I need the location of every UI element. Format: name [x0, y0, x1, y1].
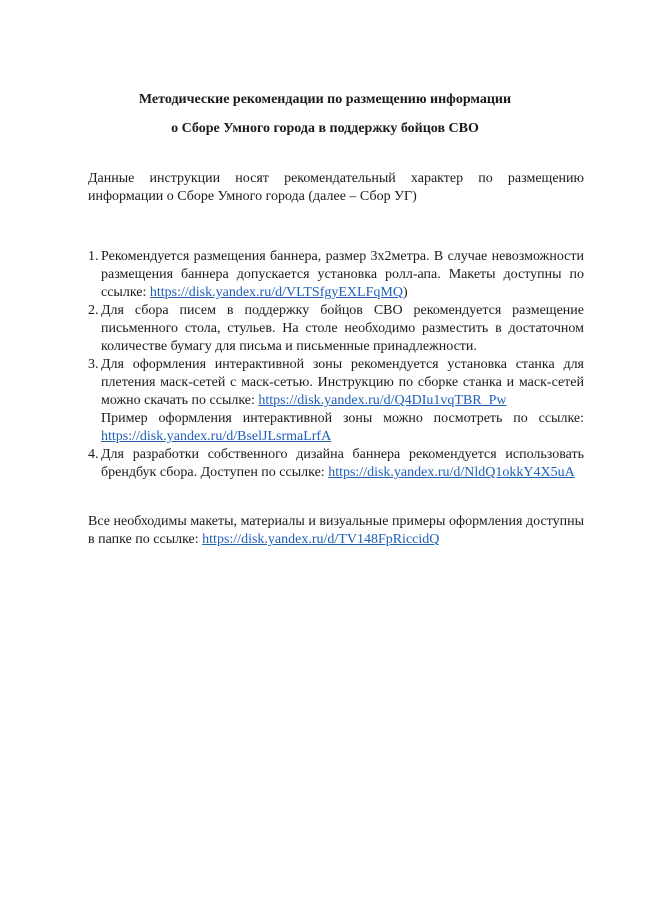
- list-item-2: [88, 302, 584, 356]
- list-item-tail: ): [402, 285, 408, 300]
- list-item-text: Для разработки собственного дизайна баннера рекомендуется использовать брендбук сбора. Доступен по ссылке:: [101, 447, 584, 480]
- interactive-zone-example-link[interactable]: https://disk.yandex.ru/d/BselJLsrmaLrfA: [101, 429, 332, 444]
- materials-folder-link[interactable]: https://disk.yandex.ru/d/TV148FpRiccidQ: [202, 532, 440, 547]
- document-title-line-2: о Сборе Умного города в поддержку бойцов СВО: [171, 121, 479, 136]
- list-number: 1.: [88, 249, 99, 264]
- list-number: 3.: [88, 357, 99, 372]
- list-item-text: Для сбора писем в поддержку бойцов СВО рекомендуется размещение письменного стола, стульев. На столе необходимо разместить в достаточном количестве бумагу для письма и письменные принадлежности.: [101, 303, 584, 354]
- brandbook-link[interactable]: https://disk.yandex.ru/d/NldQ1okkY4X5uA: [328, 465, 575, 480]
- intro-paragraph: Данные инструкции носят рекомендательный характер по размещению информации о Сборе Умного города (далее – Сбор УГ): [88, 171, 584, 204]
- list-item-4: [88, 446, 584, 482]
- recommendations-list: [88, 248, 584, 482]
- list-item-text: Для оформления интерактивной зоны рекомендуется установка станка для плетения маск-сетей с маск-сетью. Инструкцию по сборке станка и маск-сетей можно скачать по ссылке:: [101, 357, 584, 408]
- list-item-1: [88, 248, 584, 302]
- list-item-text: Рекомендуется размещения баннера, размер 3х2метра. В случае невозможности размещения баннера допускается установка ролл-апа. Макеты доступны по ссылке:: [101, 249, 584, 300]
- list-number: 2.: [88, 303, 99, 318]
- document-title-line-1: Методические рекомендации по размещению информации: [138, 92, 512, 107]
- outro-paragraph: [88, 513, 584, 549]
- list-item-3: [88, 356, 584, 446]
- banner-mockups-link[interactable]: https://disk.yandex.ru/d/VLTSfgyEXLFqMQ: [149, 285, 403, 300]
- list-number: 4.: [88, 447, 99, 462]
- list-item-text-2: Пример оформления интерактивной зоны можно посмотреть по ссылке:: [101, 411, 584, 426]
- loom-instructions-link[interactable]: https://disk.yandex.ru/d/Q4DIu1vqTBR_Pw: [258, 393, 507, 408]
- outro-text: Все необходимы макеты, материалы и визуальные примеры оформления доступны в папке по ссылке:: [88, 514, 584, 547]
